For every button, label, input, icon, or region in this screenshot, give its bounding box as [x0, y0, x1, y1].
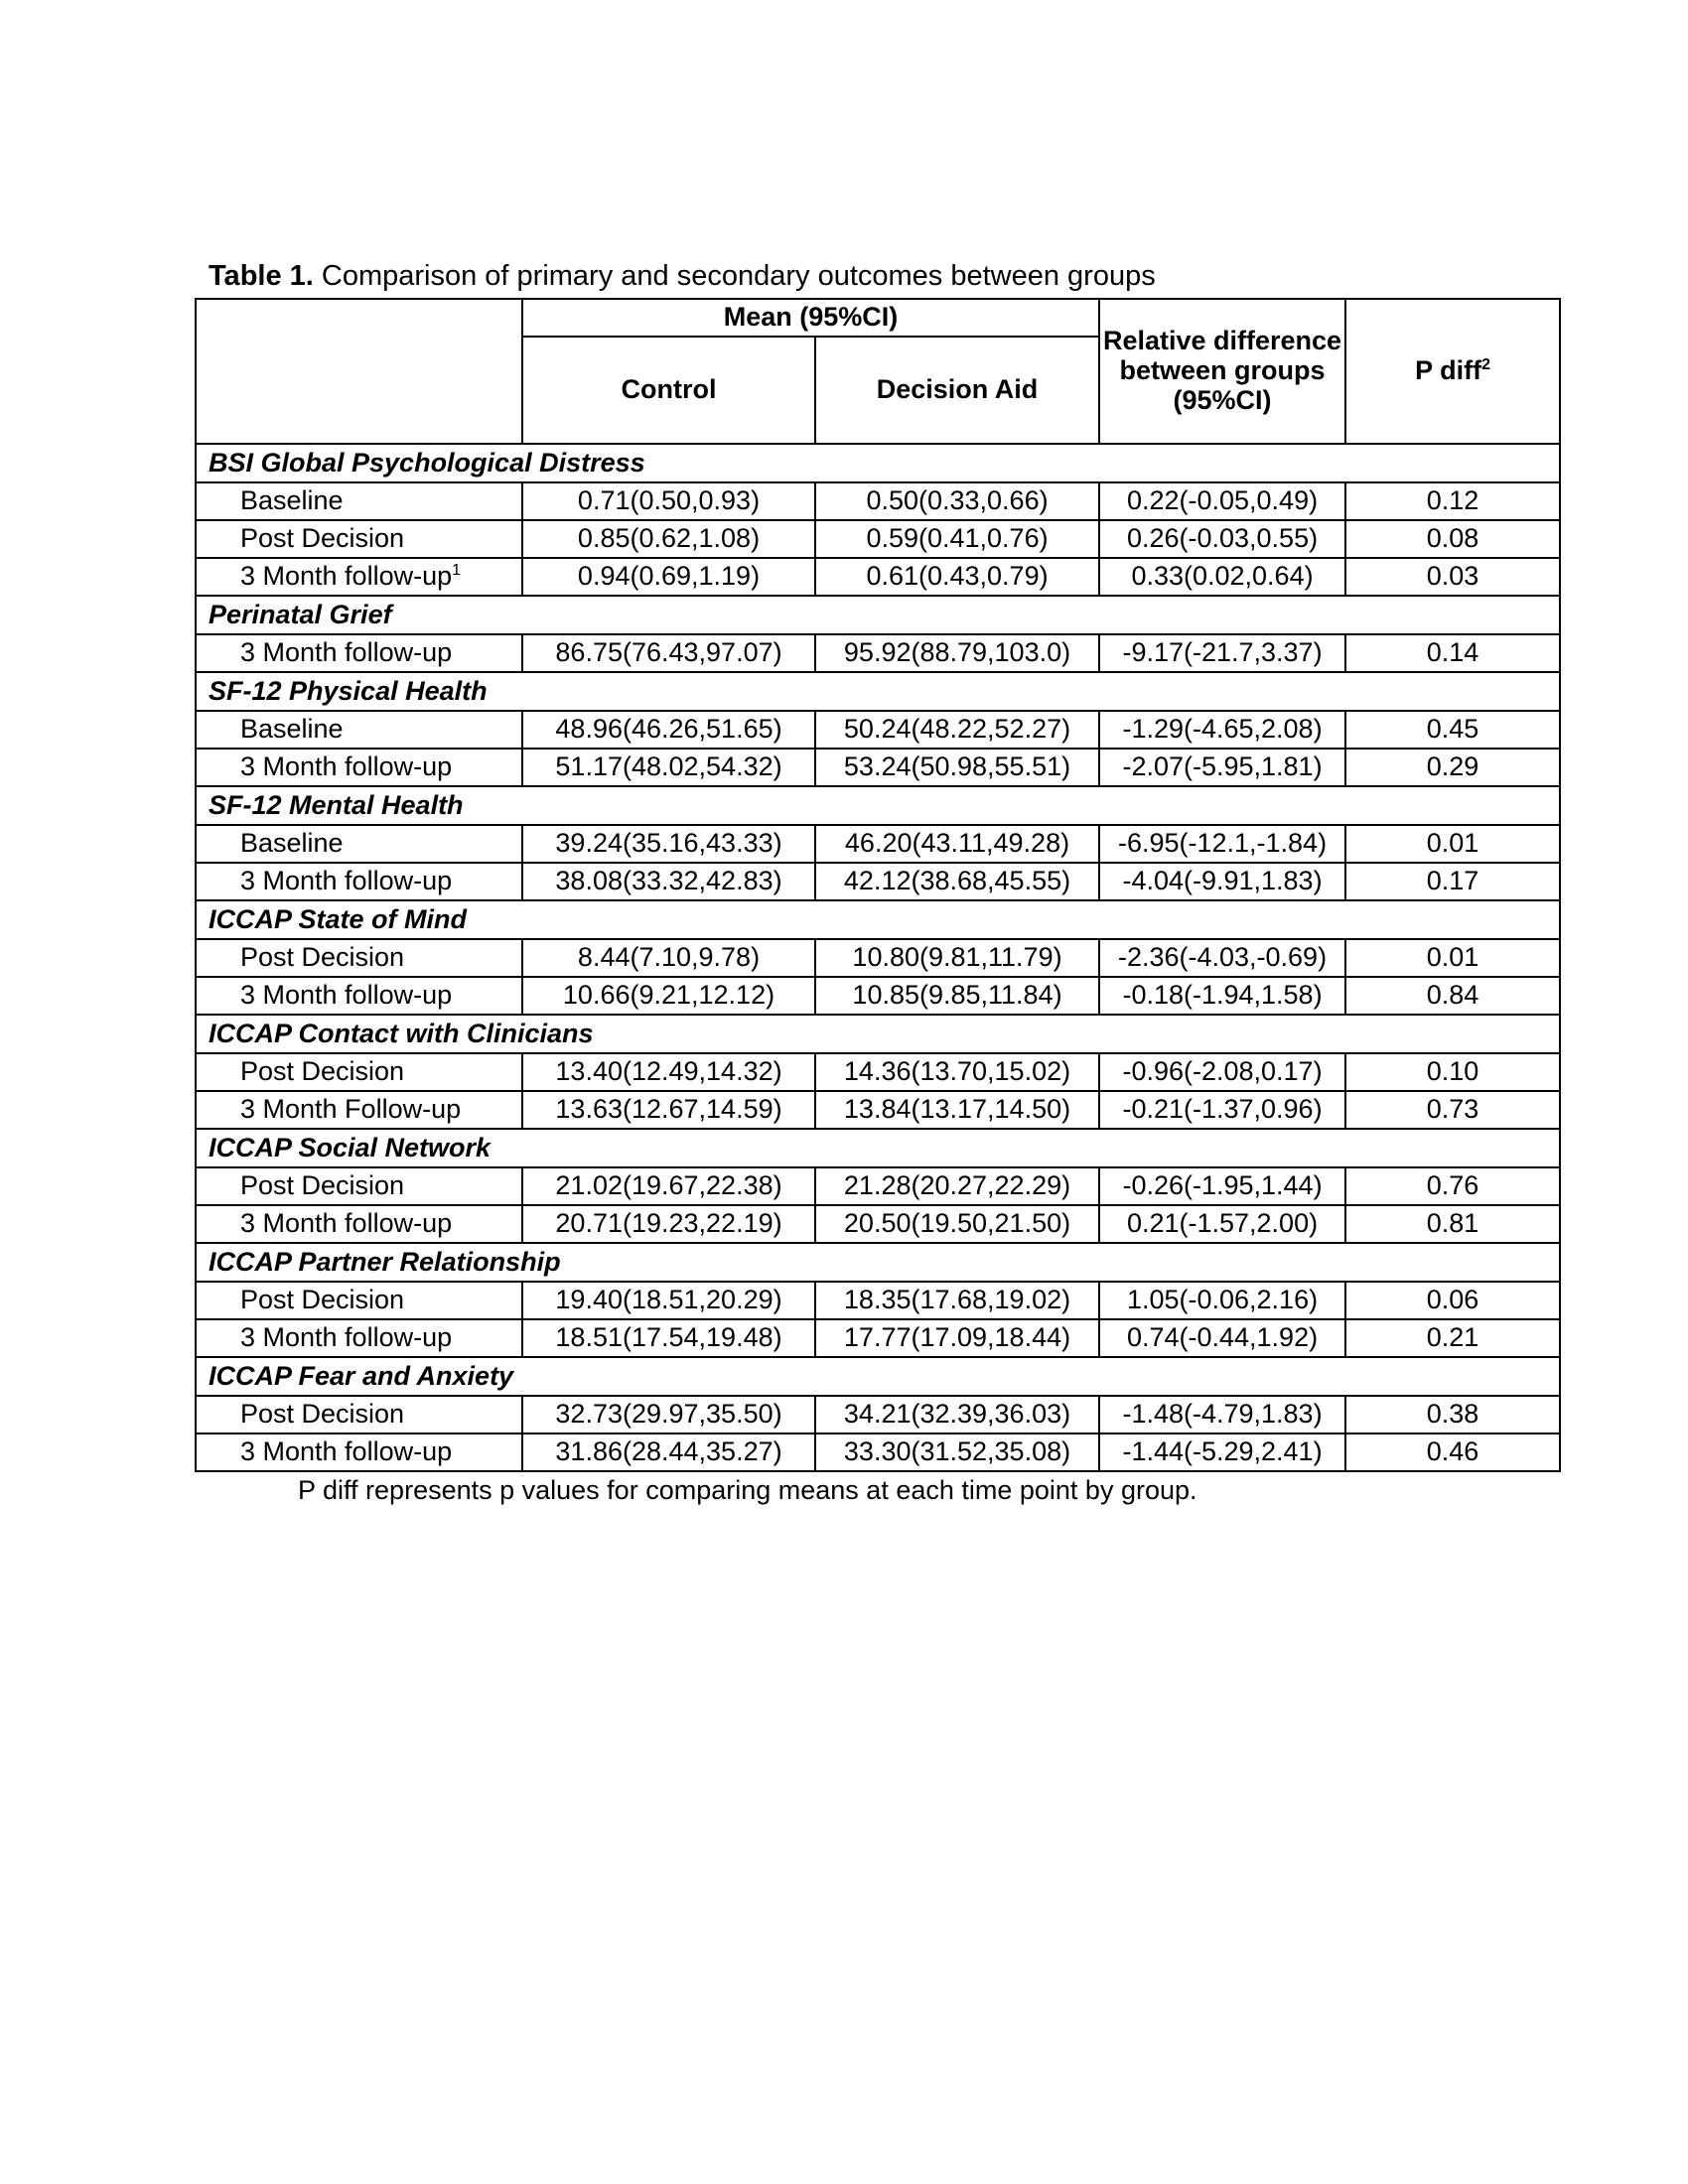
header-p-diff — [1345, 299, 1560, 444]
header-relative-difference: Relative difference between groups (95%CI) — [1099, 299, 1345, 444]
section-row — [196, 900, 1560, 939]
table-row — [196, 1319, 1560, 1357]
p-diff-cell: 0.38 — [1345, 1396, 1560, 1433]
table-row — [196, 1282, 1560, 1319]
control-cell: 8.44(7.10,9.78) — [522, 939, 815, 977]
table-row — [196, 1053, 1560, 1091]
relative-difference-cell: -2.07(-5.95,1.81) — [1099, 749, 1345, 786]
section-title: SF-12 Mental Health — [196, 786, 1560, 825]
decision-aid-cell: 18.35(17.68,19.02) — [815, 1282, 1099, 1319]
row-label — [196, 1433, 522, 1471]
control-cell: 86.75(76.43,97.07) — [522, 634, 815, 672]
relative-difference-cell: -6.95(-12.1,-1.84) — [1099, 825, 1345, 863]
decision-aid-cell: 95.92(88.79,103.0) — [815, 634, 1099, 672]
table-row — [196, 711, 1560, 749]
p-diff-cell: 0.81 — [1345, 1205, 1560, 1243]
decision-aid-cell: 0.50(0.33,0.66) — [815, 482, 1099, 520]
decision-aid-cell: 0.59(0.41,0.76) — [815, 520, 1099, 558]
p-diff-cell: 0.45 — [1345, 711, 1560, 749]
relative-difference-cell: -0.96(-2.08,0.17) — [1099, 1053, 1345, 1091]
row-label-text: Baseline — [240, 485, 344, 516]
row-label-text: 3 Month follow-up — [240, 751, 453, 782]
table-row — [196, 482, 1560, 520]
row-label — [196, 1396, 522, 1433]
relative-difference-cell: -1.44(-5.29,2.41) — [1099, 1433, 1345, 1471]
decision-aid-cell: 50.24(48.22,52.27) — [815, 711, 1099, 749]
control-cell: 32.73(29.97,35.50) — [522, 1396, 815, 1433]
row-label-text: 3 Month follow-up — [240, 866, 453, 896]
table-header — [196, 299, 1560, 444]
section-row — [196, 596, 1560, 634]
table-row — [196, 558, 1560, 596]
header-mean: Mean (95%CI) — [522, 299, 1099, 337]
row-label — [196, 939, 522, 977]
control-cell: 10.66(9.21,12.12) — [522, 977, 815, 1015]
table-row — [196, 1433, 1560, 1471]
decision-aid-cell: 42.12(38.68,45.55) — [815, 863, 1099, 900]
row-label-text: 3 Month follow-up — [240, 1322, 453, 1353]
header-control: Control — [522, 337, 815, 444]
relative-difference-cell: -0.18(-1.94,1.58) — [1099, 977, 1345, 1015]
p-diff-cell: 0.84 — [1345, 977, 1560, 1015]
p-diff-cell: 0.12 — [1345, 482, 1560, 520]
section-row — [196, 786, 1560, 825]
p-diff-cell: 0.76 — [1345, 1167, 1560, 1205]
row-label — [196, 1282, 522, 1319]
decision-aid-cell: 13.84(13.17,14.50) — [815, 1091, 1099, 1129]
p-diff-cell: 0.29 — [1345, 749, 1560, 786]
row-label — [196, 1319, 522, 1357]
relative-difference-cell: -4.04(-9.91,1.83) — [1099, 863, 1345, 900]
relative-difference-cell: -9.17(-21.7,3.37) — [1099, 634, 1345, 672]
relative-difference-cell: 0.33(0.02,0.64) — [1099, 558, 1345, 596]
relative-difference-cell: 0.22(-0.05,0.49) — [1099, 482, 1345, 520]
p-diff-cell: 0.46 — [1345, 1433, 1560, 1471]
table-row — [196, 863, 1560, 900]
row-label — [196, 1091, 522, 1129]
header-blank — [196, 299, 522, 444]
decision-aid-cell: 20.50(19.50,21.50) — [815, 1205, 1099, 1243]
decision-aid-cell: 17.77(17.09,18.44) — [815, 1319, 1099, 1357]
row-label — [196, 749, 522, 786]
row-label-text: Baseline — [240, 714, 344, 745]
p-diff-cell: 0.21 — [1345, 1319, 1560, 1357]
row-label-text: Post Decision — [240, 1399, 405, 1430]
row-label-text: 3 Month follow-up — [240, 1208, 453, 1239]
row-label — [196, 1053, 522, 1091]
decision-aid-cell: 33.30(31.52,35.08) — [815, 1433, 1099, 1471]
row-label-text: Post Decision — [240, 1170, 405, 1201]
control-cell: 31.86(28.44,35.27) — [522, 1433, 815, 1471]
row-label — [196, 1205, 522, 1243]
decision-aid-cell: 34.21(32.39,36.03) — [815, 1396, 1099, 1433]
section-title: ICCAP State of Mind — [196, 900, 1560, 939]
relative-difference-cell: -0.26(-1.95,1.44) — [1099, 1167, 1345, 1205]
section-title: ICCAP Partner Relationship — [196, 1243, 1560, 1282]
section-row — [196, 444, 1560, 482]
table-row — [196, 1167, 1560, 1205]
control-cell: 13.40(12.49,14.32) — [522, 1053, 815, 1091]
control-cell: 48.96(46.26,51.65) — [522, 711, 815, 749]
control-cell: 0.85(0.62,1.08) — [522, 520, 815, 558]
decision-aid-cell: 10.85(9.85,11.84) — [815, 977, 1099, 1015]
p-diff-cell: 0.73 — [1345, 1091, 1560, 1129]
relative-difference-cell: 0.74(-0.44,1.92) — [1099, 1319, 1345, 1357]
table-row — [196, 825, 1560, 863]
table-caption-text: Comparison of primary and secondary outcomes between groups — [313, 260, 1156, 292]
relative-difference-cell: 0.21(-1.57,2.00) — [1099, 1205, 1345, 1243]
row-label-text: Post Decision — [240, 942, 405, 973]
table-row — [196, 634, 1560, 672]
table-row — [196, 1205, 1560, 1243]
decision-aid-cell: 10.80(9.81,11.79) — [815, 939, 1099, 977]
section-title: ICCAP Social Network — [196, 1129, 1560, 1167]
p-diff-cell: 0.06 — [1345, 1282, 1560, 1319]
footnote: P diff represents p values for comparing means at each time point by group. — [298, 1475, 1197, 1505]
section-row — [196, 1015, 1560, 1053]
p-diff-cell: 0.08 — [1345, 520, 1560, 558]
row-label — [196, 558, 522, 596]
decision-aid-cell: 46.20(43.11,49.28) — [815, 825, 1099, 863]
control-cell: 18.51(17.54,19.48) — [522, 1319, 815, 1357]
control-cell: 21.02(19.67,22.38) — [522, 1167, 815, 1205]
row-label-text: Post Decision — [240, 1056, 405, 1087]
relative-difference-cell: -0.21(-1.37,0.96) — [1099, 1091, 1345, 1129]
row-label-text: 3 Month follow-up — [240, 1436, 453, 1467]
row-label — [196, 863, 522, 900]
section-row — [196, 1129, 1560, 1167]
control-cell: 38.08(33.32,42.83) — [522, 863, 815, 900]
section-title: BSI Global Psychological Distress — [196, 444, 1560, 482]
decision-aid-cell: 21.28(20.27,22.29) — [815, 1167, 1099, 1205]
section-row — [196, 1243, 1560, 1282]
decision-aid-cell: 14.36(13.70,15.02) — [815, 1053, 1099, 1091]
section-title: ICCAP Contact with Clinicians — [196, 1015, 1560, 1053]
relative-difference-cell: -1.29(-4.65,2.08) — [1099, 711, 1345, 749]
row-label-text: 3 Month follow-up — [240, 980, 453, 1011]
outcomes-table — [195, 298, 1561, 1472]
relative-difference-cell: 0.26(-0.03,0.55) — [1099, 520, 1345, 558]
row-label — [196, 711, 522, 749]
row-label — [196, 634, 522, 672]
table-body — [196, 444, 1560, 1471]
row-label — [196, 482, 522, 520]
row-label — [196, 1167, 522, 1205]
row-label-text: 3 Month Follow-up — [240, 1094, 462, 1125]
header-p-diff-label: P diff — [1415, 355, 1482, 386]
row-label-text: 3 Month follow-up — [240, 561, 453, 592]
p-diff-cell: 0.01 — [1345, 939, 1560, 977]
decision-aid-cell: 0.61(0.43,0.79) — [815, 558, 1099, 596]
control-cell: 51.17(48.02,54.32) — [522, 749, 815, 786]
control-cell: 0.94(0.69,1.19) — [522, 558, 815, 596]
row-label — [196, 977, 522, 1015]
p-diff-cell: 0.10 — [1345, 1053, 1560, 1091]
section-row — [196, 672, 1560, 711]
p-diff-cell: 0.14 — [1345, 634, 1560, 672]
section-title: Perinatal Grief — [196, 596, 1560, 634]
p-diff-cell: 0.03 — [1345, 558, 1560, 596]
p-diff-cell: 0.01 — [1345, 825, 1560, 863]
relative-difference-cell: 1.05(-0.06,2.16) — [1099, 1282, 1345, 1319]
table-row — [196, 520, 1560, 558]
table-row — [196, 939, 1560, 977]
control-cell: 19.40(18.51,20.29) — [522, 1282, 815, 1319]
p-diff-cell: 0.17 — [1345, 863, 1560, 900]
section-title: SF-12 Physical Health — [196, 672, 1560, 711]
header-decision-aid: Decision Aid — [815, 337, 1099, 444]
table-row — [196, 1091, 1560, 1129]
decision-aid-cell: 53.24(50.98,55.51) — [815, 749, 1099, 786]
control-cell: 13.63(12.67,14.59) — [522, 1091, 815, 1129]
control-cell: 20.71(19.23,22.19) — [522, 1205, 815, 1243]
control-cell: 39.24(35.16,43.33) — [522, 825, 815, 863]
table-caption — [209, 260, 1156, 293]
header-p-diff-sup: 2 — [1481, 356, 1490, 374]
row-label-footnote-marker: 1 — [452, 562, 462, 580]
table-caption-label: Table 1. — [209, 260, 314, 292]
row-label-text: Post Decision — [240, 1285, 405, 1315]
table-row — [196, 1396, 1560, 1433]
relative-difference-cell: -1.48(-4.79,1.83) — [1099, 1396, 1345, 1433]
section-title: ICCAP Fear and Anxiety — [196, 1357, 1560, 1396]
table-row — [196, 977, 1560, 1015]
control-cell: 0.71(0.50,0.93) — [522, 482, 815, 520]
relative-difference-cell: -2.36(-4.03,-0.69) — [1099, 939, 1345, 977]
section-row — [196, 1357, 1560, 1396]
table-row — [196, 749, 1560, 786]
row-label — [196, 825, 522, 863]
row-label — [196, 520, 522, 558]
row-label-text: Post Decision — [240, 523, 405, 554]
row-label-text: Baseline — [240, 828, 344, 859]
row-label-text: 3 Month follow-up — [240, 637, 453, 668]
